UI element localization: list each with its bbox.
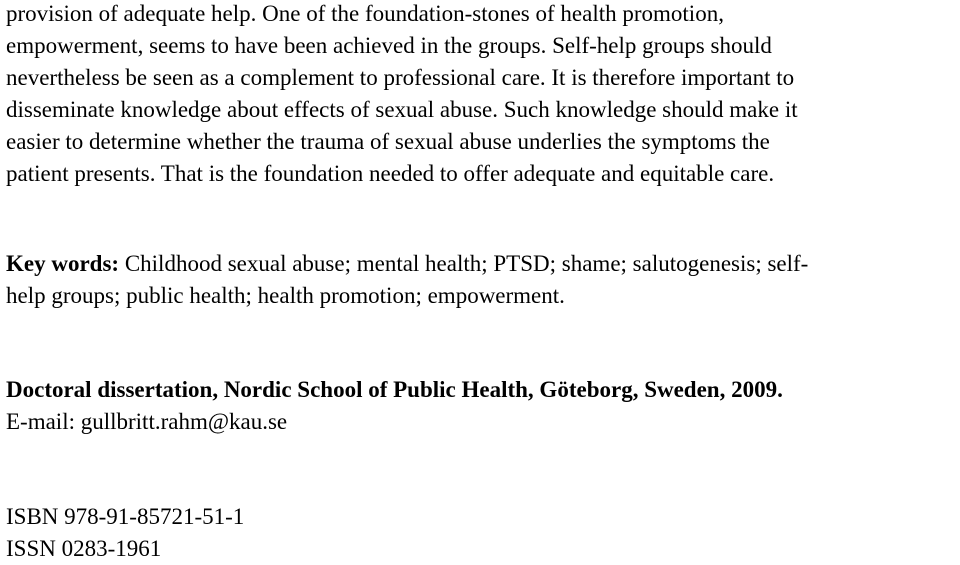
keywords-line: help groups; public health; health promotion; empowerment. [6, 283, 565, 308]
author-email: E-mail: gullbritt.rahm@kau.se [6, 409, 288, 434]
publication-identifiers [6, 501, 954, 565]
abstract-paragraph [6, 0, 954, 190]
isbn-number: ISBN 978-91-85721-51-1 [6, 504, 245, 529]
abstract-line: provision of adequate help. One of the foundation-stones of health promotion, [6, 1, 724, 26]
dissertation-info [6, 374, 954, 438]
abstract-line: easier to determine whether the trauma of sexual abuse underlies the symptoms the [6, 129, 770, 154]
keywords-text: Childhood sexual abuse; mental health; PTSD; shame; salutogenesis; self- [119, 251, 809, 276]
abstract-line: disseminate knowledge about effects of sexual abuse. Such knowledge should make it [6, 97, 798, 122]
keywords-line [6, 248, 954, 280]
abstract-line: empowerment, seems to have been achieved in the groups. Self-help groups should [6, 33, 772, 58]
abstract-line: patient presents. That is the foundation needed to offer adequate and equitable care. [6, 161, 775, 186]
keywords-paragraph [6, 248, 954, 312]
abstract-line: nevertheless be seen as a complement to professional care. It is therefore important to [6, 65, 795, 90]
issn-number: ISSN 0283-1961 [6, 536, 162, 561]
keywords-label: Key words: [6, 251, 120, 276]
dissertation-title: Doctoral dissertation, Nordic School of Public Health, Göteborg, Sweden, 2009. [6, 377, 783, 402]
